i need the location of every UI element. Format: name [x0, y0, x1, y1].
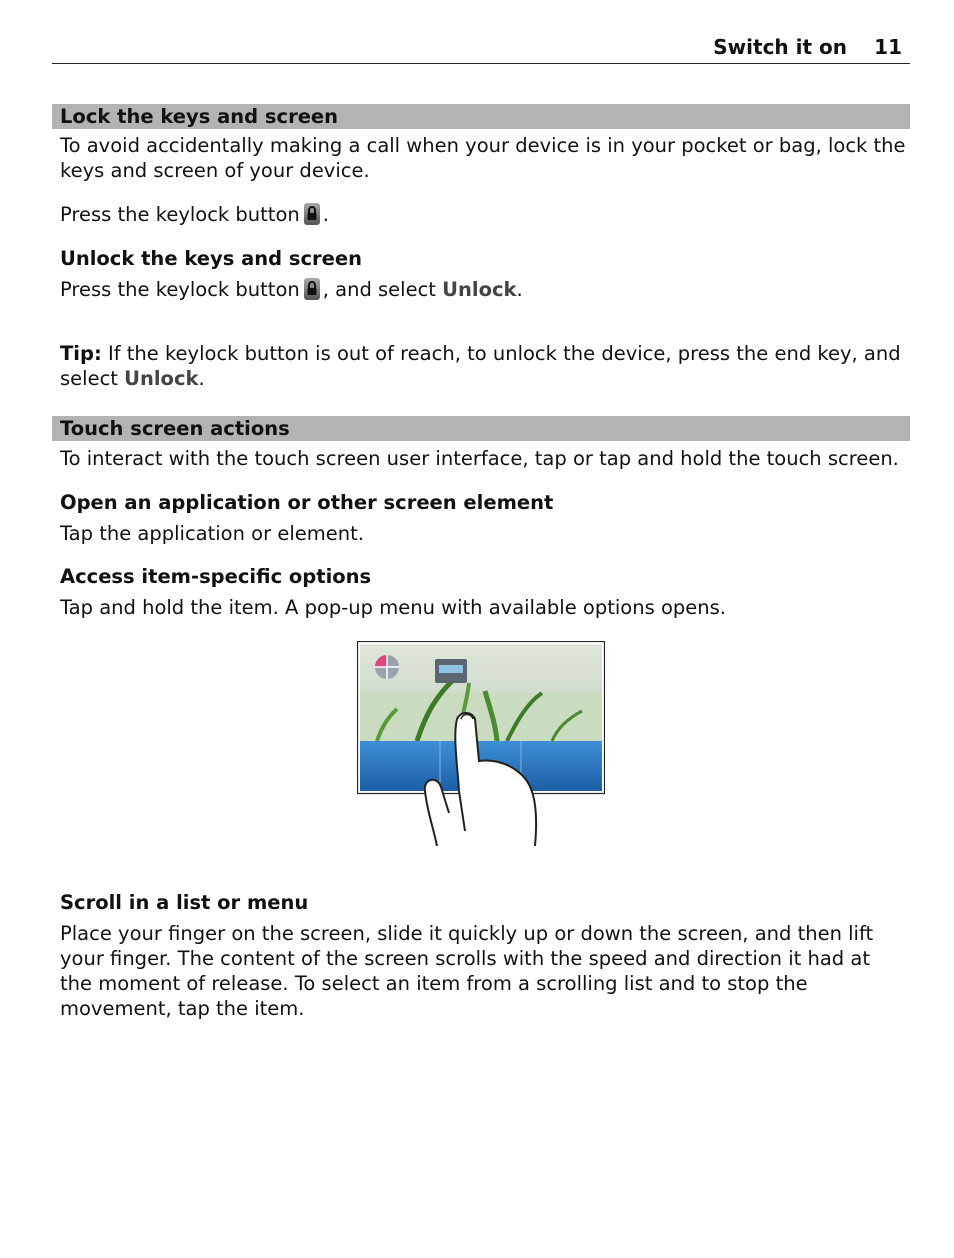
scroll-text: Place your finger on the screen, slide it quickly up or down the screen, and then lift your finger. The content of the screen scrolls with the speed and direction it had at the moment of release. To select an item from a scrolling list and to stop the movement, tap the item. — [60, 922, 874, 1020]
padlock-icon — [303, 202, 321, 226]
unlock-instruction-text: Press the keylock button — [60, 278, 300, 301]
unlock-instruction-end: . — [516, 278, 523, 301]
tip-end: . — [198, 367, 205, 390]
lock-instruction-text: Press the keylock button — [60, 203, 300, 226]
scroll-heading: Scroll in a list or menu — [60, 891, 309, 914]
page-number: 11 — [874, 35, 902, 59]
unlock-heading: Unlock the keys and screen — [60, 247, 363, 270]
open-heading: Open an application or other screen element — [60, 491, 554, 514]
lock-intro: To avoid accidentally making a call when your device is in your pocket or bag, lock the keys and screen of your device. — [60, 134, 906, 182]
padlock-icon — [303, 277, 321, 301]
section-heading-text: Lock the keys and screen — [60, 105, 339, 128]
access-text: Tap and hold the item. A pop-up menu with available options opens. — [60, 596, 726, 619]
tip-paragraph — [60, 341, 910, 391]
section-heading-lock — [52, 104, 910, 129]
lock-instruction-end: . — [322, 203, 329, 226]
page-header — [52, 32, 910, 64]
unlock-option-label: Unlock — [442, 278, 517, 301]
tip-label: Tip: — [60, 342, 102, 365]
section-heading-text: Touch screen actions — [60, 417, 290, 440]
lock-instruction — [60, 202, 910, 227]
unlock-instruction-mid: , and select — [322, 278, 436, 301]
access-heading: Access item-specific options — [60, 565, 372, 588]
chapter-title: Switch it on — [713, 35, 847, 59]
tap-and-hold-illustration — [357, 641, 605, 847]
touch-intro: To interact with the touch screen user interface, tap or tap and hold the touch screen. — [60, 447, 899, 470]
open-text: Tap the application or element. — [60, 522, 364, 545]
unlock-instruction — [60, 277, 910, 302]
section-heading-touch — [52, 416, 910, 441]
tip-unlock-label: Unlock — [124, 367, 199, 390]
tip-text: If the keylock button is out of reach, to unlock the device, press the end key, and select — [60, 342, 901, 390]
